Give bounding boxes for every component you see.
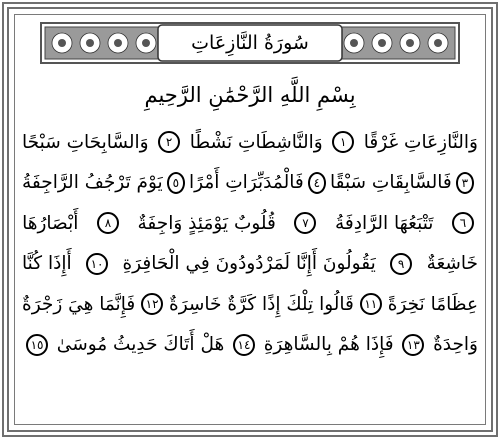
verse-text: خَاشِعَةٌ xyxy=(426,253,478,275)
verse-text: عِظَامًا نَخِرَةً xyxy=(387,293,478,315)
ayah-number-marker: ٧ xyxy=(294,212,316,234)
verse-text: يَوْمَ تَرْجُفُ الرَّاجِفَةُ xyxy=(22,172,163,194)
verse-text: تَتْبَعُهَا الرَّادِفَةُ xyxy=(335,212,434,234)
verse-text: فَالْمُدَبِّرَاتِ أَمْرًا xyxy=(188,172,304,194)
ayah-number-marker: ١ xyxy=(332,131,354,153)
ayah-number-marker: ٩ xyxy=(390,253,412,275)
verse-line xyxy=(22,163,478,204)
ayah-number-marker: ١٤ xyxy=(233,334,255,356)
ayah-number-marker: ١٢ xyxy=(141,293,163,315)
verse-lines xyxy=(22,122,478,365)
ayah-number-marker: ٣ xyxy=(456,172,474,194)
verse-line xyxy=(22,325,478,366)
ayah-number-marker: ٨ xyxy=(97,212,119,234)
ayah-number-marker: ١٥ xyxy=(26,334,48,356)
verse-text: فَإِنَّمَا هِيَ زَجْرَةٌ xyxy=(22,293,136,315)
verse-text: وَاحِدَةٌ xyxy=(433,334,478,356)
verse-line xyxy=(22,244,478,285)
verse-text: فَالسَّابِقَاتِ سَبْقًا xyxy=(329,172,452,194)
ayah-number-marker: ١٣ xyxy=(402,334,424,356)
surah-title: سُورَةُ النَّازِعَاتِ xyxy=(191,32,309,54)
verse-text: وَالسَّابِحَاتِ سَبْحًا xyxy=(22,131,149,153)
basmala: بِسْمِ اللَّهِ الرَّحْمَٰنِ الرَّحِيمِ xyxy=(144,83,356,107)
verse-text: هَلْ أَتَاكَ حَدِيثُ مُوسَىٰ xyxy=(56,334,225,356)
ayah-number-marker: ٤ xyxy=(308,172,326,194)
verse-text: وَالنَّازِعَاتِ غَرْقًا xyxy=(363,131,478,153)
verse-text: أَإِذَا كُنَّا xyxy=(22,253,72,275)
ayah-number-marker: ١٠ xyxy=(86,253,108,275)
verse-text: قُلُوبٌ يَوْمَئِذٍ وَاجِفَةٌ xyxy=(137,212,276,234)
ayah-number-marker: ١١ xyxy=(360,293,382,315)
verse-text: أَبْصَارُهَا xyxy=(22,212,79,234)
verse-line xyxy=(22,122,478,163)
verse-text: قَالُوا تِلْكَ إِذًا كَرَّةٌ خَاسِرَةٌ xyxy=(169,293,354,315)
verse-line xyxy=(22,203,478,244)
verse-text: وَالنَّاشِطَاتِ نَشْطًا xyxy=(189,131,323,153)
verse-text: فَإِذَا هُمْ بِالسَّاهِرَةِ xyxy=(263,334,394,356)
ayah-number-marker: ٢ xyxy=(158,131,180,153)
verse-text: يَقُولُونَ أَإِنَّا لَمَرْدُودُونَ فِي الْحَافِرَةِ xyxy=(122,253,376,275)
ayah-number-marker: ٦ xyxy=(452,212,474,234)
ayah-number-marker: ٥ xyxy=(167,172,185,194)
verse-line xyxy=(22,284,478,325)
